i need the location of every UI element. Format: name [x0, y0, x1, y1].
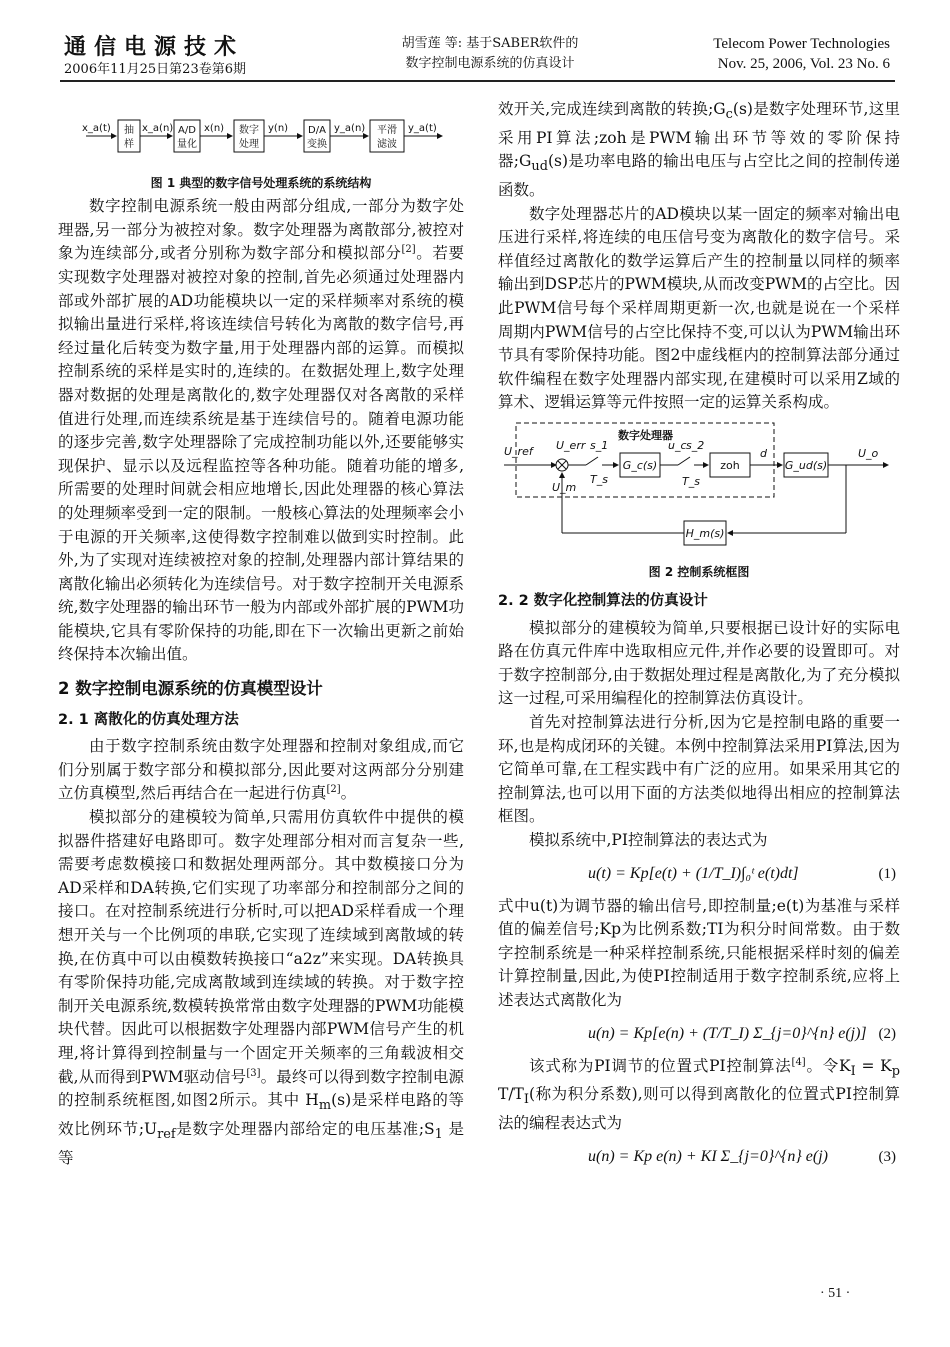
fig2-label-s2: s_2 — [686, 438, 705, 452]
fig2-processor-label: 数字处理器 — [618, 428, 673, 442]
equation-1 — [498, 855, 900, 893]
fig1-block-2-line1: A/D — [178, 125, 196, 136]
fig2-label-um: U_m — [552, 480, 577, 494]
figure-2-diagram — [498, 419, 900, 551]
fig1-block-4-line1: D/A — [308, 125, 326, 136]
fig2-label-uc: u_c — [668, 438, 687, 452]
figure-1-caption: 图 1 典型的数字信号处理系统的系统结构 — [150, 175, 372, 190]
right-paragraph-3: 模拟部分的建模较为简单,只要根据已设计好的实际电路在仿真元件库中选取相应元件,并作必要的设置即可。对于数字控制部分,由于数据处理过程是离散化,为了充分模拟这一过程,可采用编程化的控制算法仿真设计。 — [498, 618, 900, 708]
section-2-1-heading: 2. 1 离散化的仿真处理方法 — [58, 711, 239, 728]
fig2-label-s1: s_1 — [590, 438, 609, 452]
figure-2-caption: 图 2 控制系统框图 — [648, 564, 750, 579]
fig1-signal-yn: y(n) — [268, 123, 289, 134]
fig1-block-1-line1: 抽 — [124, 125, 134, 136]
fig2-label-uerr: U_err — [556, 438, 586, 452]
fig2-label-zoh: zoh — [720, 458, 740, 472]
equation-3-number: (3) — [878, 1148, 896, 1165]
header-rule — [60, 80, 895, 82]
right-column — [498, 98, 900, 1178]
fig1-block-5-line2: 滤波 — [377, 139, 397, 150]
issue-cn: 2006年11月25日第23卷第6期 — [64, 62, 246, 77]
citation-2b: [2] — [326, 784, 341, 796]
right-paragraph-5: 模拟系统中,PI控制算法的表达式为 — [529, 831, 768, 850]
equation-2-number: (2) — [878, 1025, 896, 1042]
fig1-signal-xan: x_a(n) — [142, 123, 174, 134]
citation-3: [3] — [246, 1067, 261, 1079]
right-paragraph-2: 数字处理器芯片的AD模块以某一固定的频率对输出电压进行采样,将连续的电压信号变为离散化的数字信号。采样值经过离散化的数学运算后产生的控制量以同样的频率输出到DSP芯片的PWM模块,从而改变PWM的占空比。因此PWM信号每个采样周期更新一次,也就是说在一个采样周期内PWM信号的占空比保持不变,可以认为PWM输出环节具有零阶保持功能。图2中虚线框内的控制算法部分通过软件编程在数字处理器内部实现,在建模时可以采用Z域的算术、逻辑运算等元件按照一定的运算关系构成。 — [498, 204, 900, 412]
fig2-label-d: d — [760, 446, 767, 460]
article-line-1: 胡雪莲 等: 基于SABER软件的 — [401, 36, 579, 51]
fig2-label-uo: U_o — [858, 446, 879, 460]
fig1-signal-xat: x_a(t) — [82, 123, 111, 134]
citation-2: [2] — [401, 244, 416, 256]
article-line-2: 数字控制电源系统的仿真设计 — [405, 56, 575, 71]
fig2-label-gud: G_ud(s) — [784, 458, 828, 472]
section-2-2-heading: 2. 2 数字化控制算法的仿真设计 — [498, 593, 708, 610]
fig2-label-uref: U_ref — [504, 444, 533, 458]
left-paragraph-3: 模拟部分的建模较为简单,只需用仿真软件中提供的模拟器件搭建好电路即可。数字处理部分相对而言复杂一些,需要考虑数模接口和数据处理两部分。其中数模接口分为AD采样和DA转换,它们实现了功率部分和控制部分之间的接口。在对控制系统进行分析时,可以把AD采样看成一个理想开关与一个比例项的串联,它实现了连续域到离散域的转换,在仿真中可以由模数转换接口“a2z”来实现。DA转换具有零阶保持功能,完成离散域到连续域的转换。对于数字控制开关电源系统,数模转换常常由数字处理器的PWM功能模块代替。因此可以根据数字处理器内部PWM信号产生的机理,将计算得到控制量与一个固定开关频率的三角载波相交截,从而得到PWM驱动信号[3]。最终可以得到数字控制电源的控制系统框图,如图2所示。其中 $H_m(s)$是采样电路的等效比例环节$;U_{ref}$是数字处理器内部给定的电压基准$;S_1$ 是等 — [58, 808, 464, 1167]
fig2-label-ts2: T_s — [682, 474, 700, 488]
journal-en: Telecom Power Technologies — [713, 36, 890, 52]
left-paragraph-1: 数字控制电源系统一般由两部分组成,一部分为数字处理器,另一部分为被控对象。数字处理器为离散部分,被控对象为连续部分,或者分别称为数字部分和模拟部分[2]。若要实现数字处理器对被控对象的控制,首先必须通过处理器内部或外部扩展的AD功能模块以一定的采样频率对系统的模拟输出量进行采样,将该连续信号转化为离散的数字信号,再经过量化后转变为数字量,用于处理器内部的运算。而模拟控制系统的采样是实时的,连续的。在数据处理上,数字处理器对数据的处理是离散化的,数字处理器仅对各离散的采样值进行处理,而连续系统是基于连续信号的。随着电源功能的逐步完善,数字处理器除了完成控制功能以外,还要能够实现保护、显示以及远程监控等各种功能。随着功能的增多,所需要的处理时间就会相应地增长,因此处理器的核心算法的处理频率受到一定的限制。一般核心算法的处理频率会小于电源的开关频率,这使得数字控制难以做到实时控制。此外,为了实现对连续被控对象的控制,处理器内部计算结果的离散化输出必须转化为连续信号。对于数字控制开关电源系统,数字处理器的输出环节一般为内部或外部扩展的PWM功能模块,它具有零阶保持的功能,即在下一次输出更新之前始终保持本次输出值。 — [58, 197, 464, 664]
right-paragraph-6: 式中u(t)为调节器的输出信号,即控制量;e(t)为基准与采样值的偏差信号;Kp为比例系数;TI为积分时间常数。由于数字控制系统是一种采样控制系统,只能根据采样时刻的偏差计算控制量,因此,为使PI控制适用于数字控制系统,应将上述表达式离散化为 — [498, 896, 900, 1009]
fig1-block-3-line1: 数字 — [239, 125, 259, 136]
fig2-label-hm: H_m(s) — [685, 526, 725, 540]
header-left — [64, 34, 354, 80]
left-paragraph-2: 由于数字控制系统由数字处理器和控制对象组成,而它们分别属于数字部分和模拟部分,因此要对这两部分分别建立仿真模型,然后再结合在一起进行仿真[2]。 — [58, 737, 464, 803]
header-middle — [370, 34, 610, 74]
equation-3-text: u(n) = Kp e(n) + KI Σ_{j=0}^{n} e(j) — [588, 1147, 828, 1165]
header-right — [640, 34, 890, 74]
right-paragraph-1: 效开关,完成连续到离散的转换$;G_c(s)$是数字处理环节,这里采用PI算法;zoh是PWM输出环节等效的零阶保持器$;G_{ud}(s)$是功率电路的输出电压与占空比之间的控制传递函数。 — [498, 100, 900, 199]
journal-title: 通信电源技术 — [64, 34, 245, 60]
page-number: · 51 · — [820, 1286, 851, 1301]
equation-2 — [498, 1015, 900, 1053]
right-paragraph-7: 该式称为PI调节的位置式PI控制算法[4]。令$K_I = K_p$ $T/T_I$(称为积分系数),则可以得到离散化的位置式PI控制算法的编程表达式为 — [498, 1056, 900, 1132]
fig1-block-1-line2: 样 — [124, 139, 134, 150]
equation-3 — [498, 1138, 900, 1176]
citation-4: [4] — [791, 1056, 806, 1068]
fig1-signal-yan: y_a(n) — [334, 123, 366, 134]
fig1-block-2-line2: 量化 — [177, 139, 197, 150]
figure-1-diagram — [58, 116, 464, 160]
fig1-block-5-line1: 平滑 — [377, 125, 397, 136]
equation-2-text: u(n) = Kp[e(n) + (T/T_I) Σ_{j=0}^{n} e(j)] — [588, 1024, 867, 1042]
section-2-heading: 2 数字控制电源系统的仿真模型设计 — [58, 679, 323, 699]
left-column — [58, 116, 464, 1170]
equation-1-number: (1) — [878, 865, 896, 882]
fig2-label-ts1: T_s — [590, 472, 608, 486]
fig1-block-4-line2: 变换 — [307, 139, 327, 150]
issue-en: Nov. 25, 2006, Vol. 23 No. 6 — [717, 56, 890, 72]
right-paragraph-4: 首先对控制算法进行分析,因为它是控制电路的重要一环,也是构成闭环的关键。本例中控制算法采用PI算法,因为它简单可靠,在工程实践中有广泛的应用。如果采用其它的控制算法,也可以用下面的方法类似地得出相应的控制算法框图。 — [498, 713, 900, 826]
fig1-block-3-line2: 处理 — [239, 139, 259, 150]
fig1-signal-yat: y_a(t) — [408, 123, 437, 134]
fig1-signal-xn: x(n) — [204, 123, 225, 134]
fig2-label-gc: G_c(s) — [622, 458, 658, 472]
equation-1-text: u(t) = Kp[e(t) + (1/T_I)∫₀ᵗ e(t)dt] — [588, 864, 799, 882]
